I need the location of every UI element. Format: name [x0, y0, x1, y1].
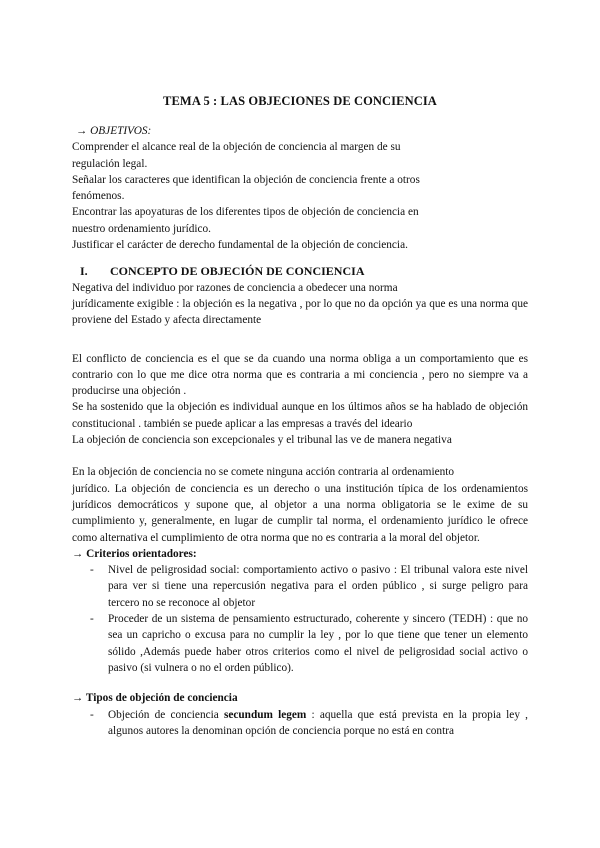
- objetivo-line: nuestro ordenamiento jurídico.: [72, 222, 211, 235]
- criterios-heading: → Criterios orientadores:: [72, 547, 197, 560]
- dash-bullet: -: [90, 613, 94, 626]
- paragraph: El conflicto de conciencia es el que se da cuando una norma obliga a un comportamiento que es contrario con lo que me dice otra norma que es contraria a mi conciencia , pero no siempre va a producirse una objeción .: [72, 352, 528, 398]
- document-body: [72, 123, 528, 739]
- list-item: [72, 562, 528, 611]
- objetivo-line: Justificar el carácter de derecho fundamental de la objeción de conciencia.: [72, 239, 408, 252]
- dash-bullet: -: [90, 564, 94, 577]
- list-item-text-before: Objeción de conciencia: [108, 708, 224, 721]
- list-item: [72, 611, 528, 676]
- paragraph: jurídico. La objeción de conciencia es un derecho o una institución típica de los ordenamientos jurídicos democráticos y supone que, al objetor a una norma obligatoria se le exime de su cumplimiento y, generalmente, en lugar de cumplir tal norma, el ordenamiento jurídico le ofrece como alternativa el cumplimiento de otra norma que no es contraria a la moral del objetor.: [72, 482, 528, 544]
- objetivo-line: fenómenos.: [72, 190, 125, 203]
- spacer: [72, 329, 528, 345]
- objetivos-list: [72, 139, 528, 253]
- objetivo-line: Encontrar las apoyaturas de los diferentes tipos de objeción de conciencia en: [72, 206, 419, 219]
- criterios-list: [72, 562, 528, 676]
- objetivo-line: Comprender el alcance real de la objeción de conciencia al margen de su: [72, 141, 401, 154]
- paragraph: La objeción de conciencia son excepcionales y el tribunal las ve de manera negativa: [72, 434, 452, 447]
- paragraph: En la objeción de conciencia no se comete ninguna acción contraria al ordenamiento: [72, 466, 455, 479]
- list-item-text: Nivel de peligrosidad social: comportamiento activo o pasivo : El tribunal valora este nivel para ver si tiene una repercusión negativa para el orden público , si surge peligro para tercero no se reconoce al objetor: [108, 564, 528, 609]
- list-item: [72, 707, 528, 740]
- paragraph: jurídicamente exigible : la objeción es la negativa , por lo que no da opción ya que es una norma que proviene del Estado y afecta directamente: [72, 297, 528, 327]
- list-item-bold: secundum legem: [223, 708, 307, 721]
- dash-bullet: -: [90, 708, 94, 721]
- paragraph: Negativa del individuo por razones de conciencia a obedecer una norma: [72, 281, 398, 294]
- page-title: TEMA 5 : LAS OBJECIONES DE CONCIENCIA: [163, 94, 437, 108]
- section-number: I.: [80, 264, 88, 279]
- spacer: [72, 676, 528, 690]
- objetivo-line: Señalar los caracteres que identifican la objeción de conciencia frente a otros: [72, 173, 420, 186]
- tipos-heading: → Tipos de objeción de conciencia: [72, 692, 238, 705]
- objetivos-label: → OBJETIVOS:: [76, 125, 152, 137]
- section-heading: [72, 263, 528, 279]
- list-item-text: Proceder de un sistema de pensamiento estructurado, coherente y sincero (TEDH) : que no sea un capricho o excusa para no cumplir la ley , por lo que tiene que tener un elemento sólido ,Además puede haber otros criterios como el nivel de peligrosidad social activo o pasivo (si vulnera o no el orden público).: [108, 613, 528, 674]
- spacer: [72, 448, 528, 464]
- tipos-list: [72, 707, 528, 740]
- list-item-text-after: : aquella que está prevista en la propia ley , algunos autores la denominan opción de conciencia porque no está en contra: [108, 708, 528, 737]
- paragraph: Se ha sostenido que la objeción es individual aunque en los últimos años se ha hablado de objeción constitucional . también se puede aplicar a las empresas a través del ideario: [72, 401, 528, 430]
- section-title: CONCEPTO DE OBJECIÓN DE CONCIENCIA: [110, 264, 365, 279]
- objetivo-line: regulación legal.: [72, 157, 148, 170]
